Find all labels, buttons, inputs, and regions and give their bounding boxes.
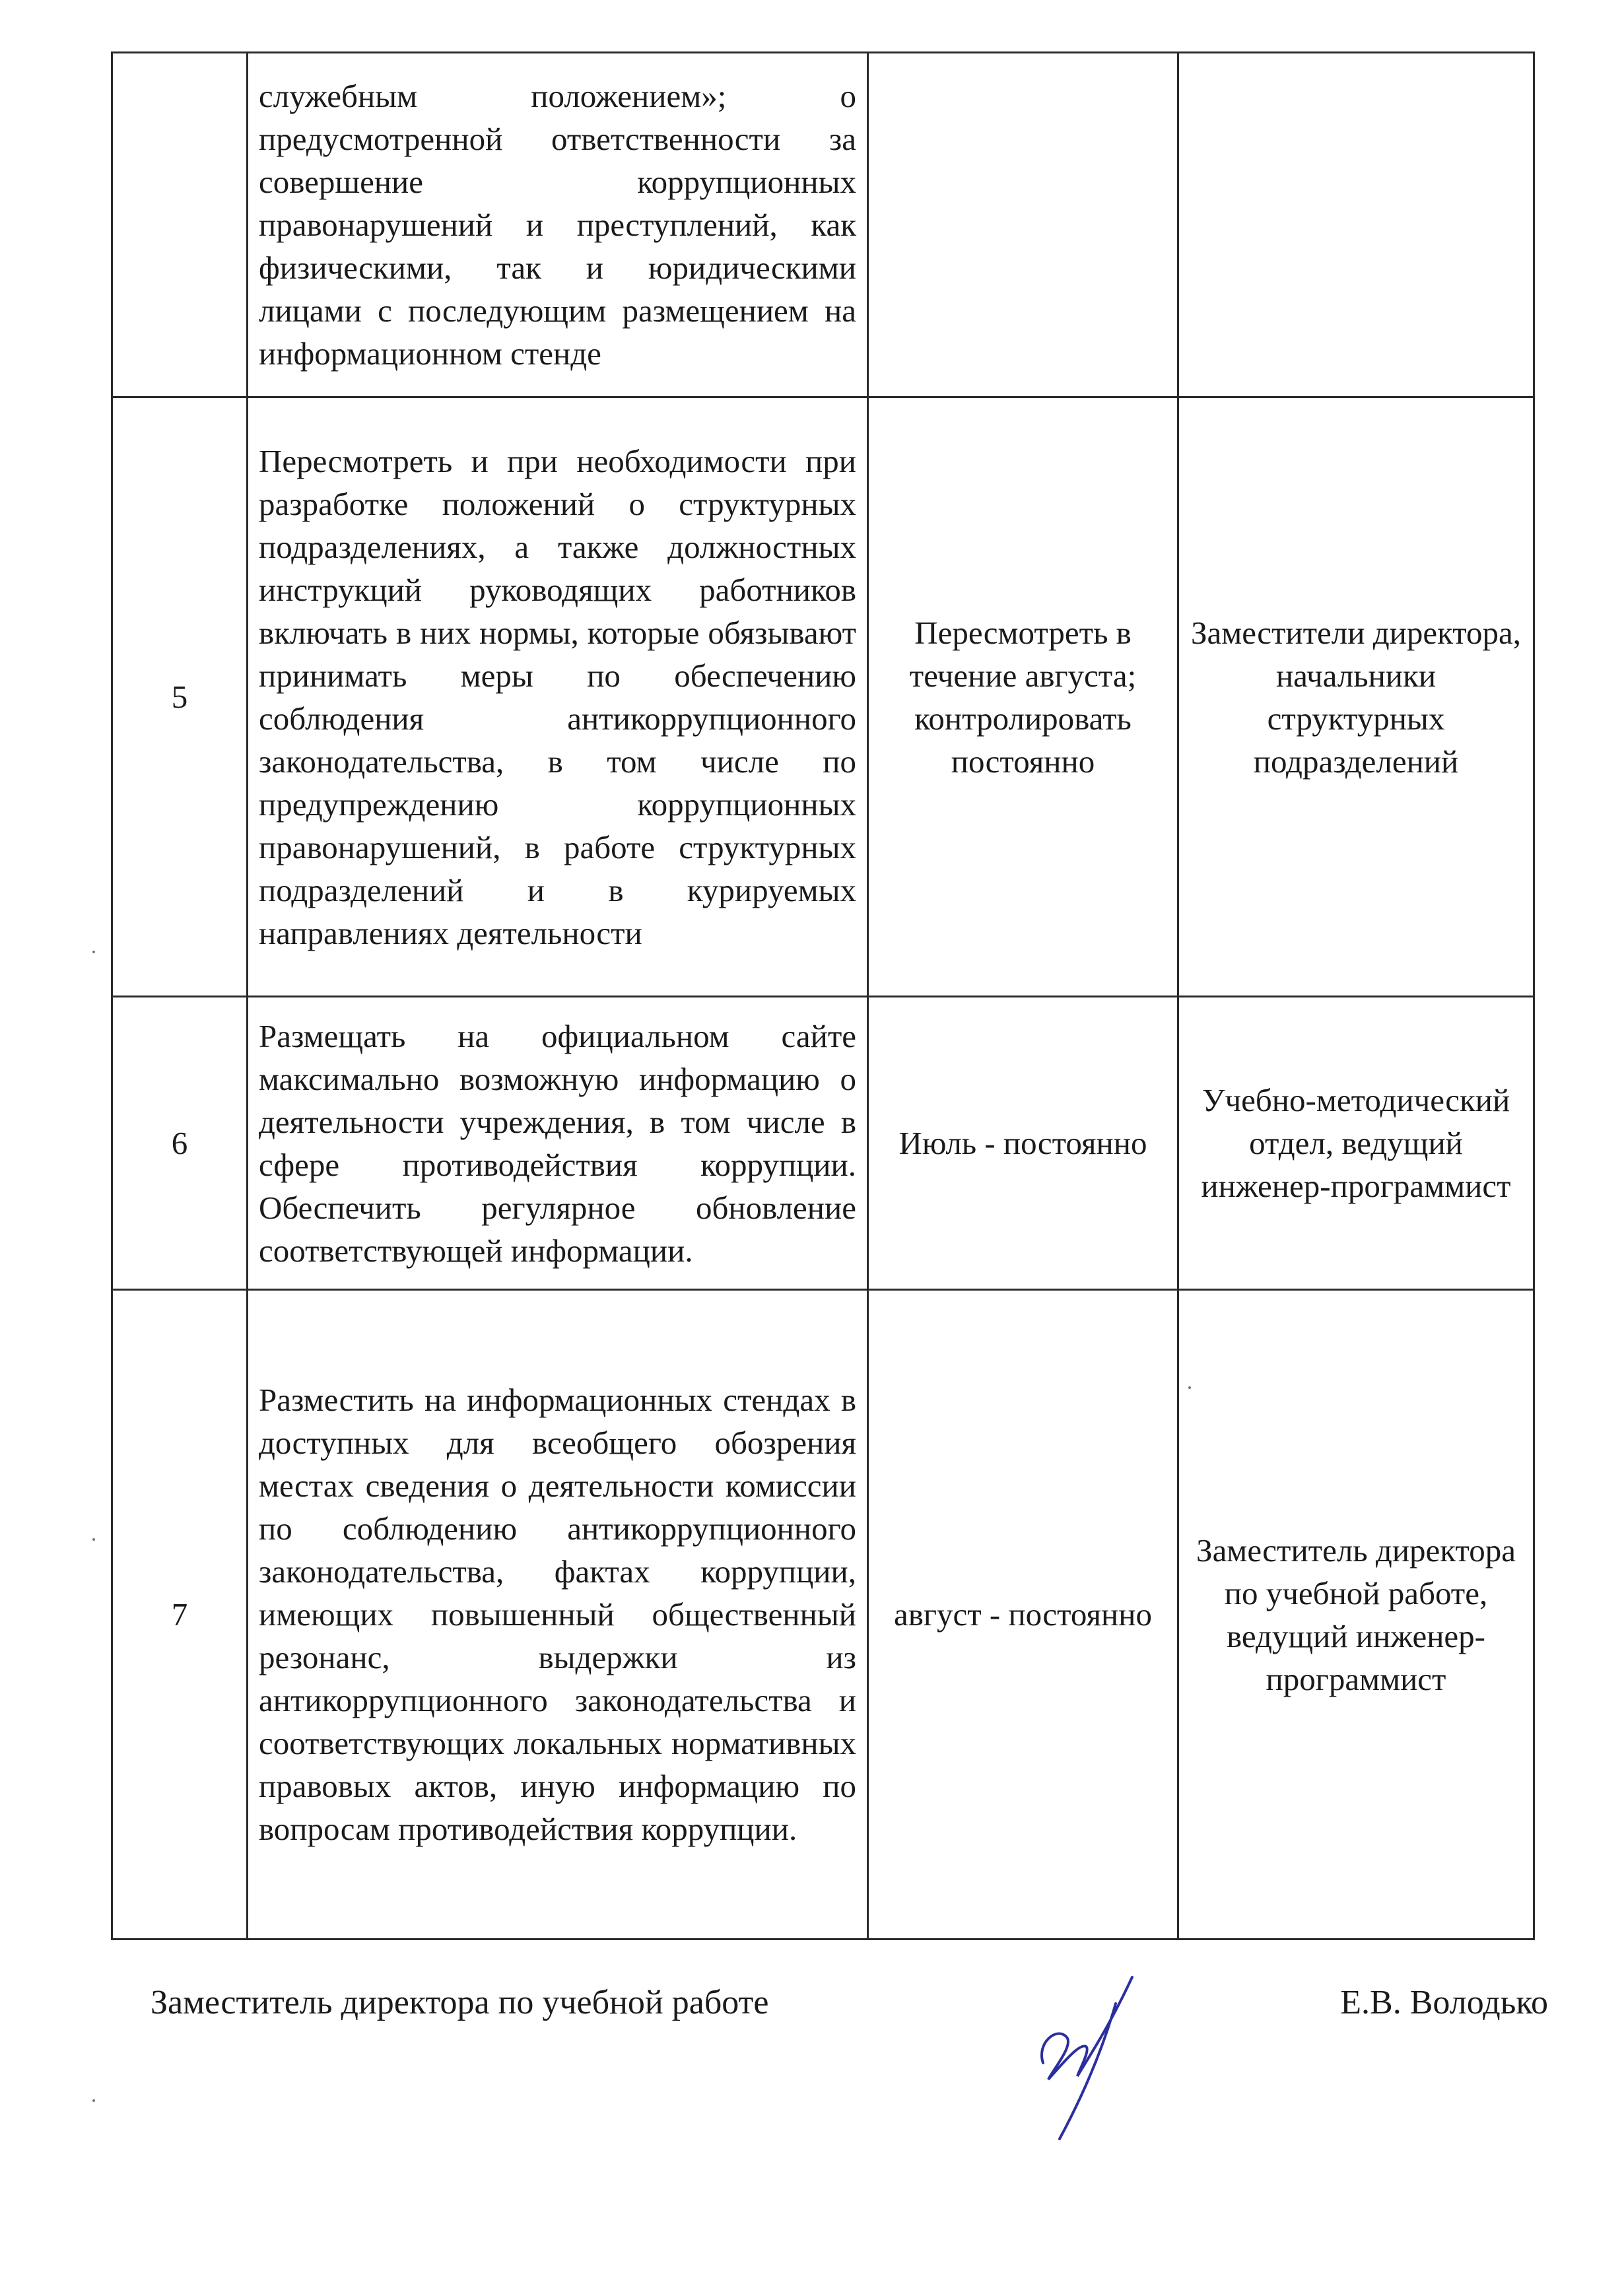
row-number: 6 xyxy=(112,997,248,1290)
responsible-text: Учебно-методический отдел, ведущий инженер-программист xyxy=(1178,997,1534,1290)
term-text xyxy=(868,53,1178,397)
action-plan-table xyxy=(111,51,1535,1940)
task-text: служебным положением»; о предусмотренной ответственности за совершение коррупционных правонарушений и преступлений, как физическими, так и юридическими лицами с последующим размещением на информационном стенде xyxy=(248,53,868,397)
scan-speck xyxy=(1188,1386,1191,1389)
task-text: Размещать на официальном сайте максимально возможную информацию о деятельности учреждения, в том числе в сфере противодействия коррупции. Обеспечить регулярное обновление соответствующей информации. xyxy=(248,997,868,1290)
scan-speck xyxy=(92,951,95,953)
row-number xyxy=(112,53,248,397)
term-text: август - постоянно xyxy=(868,1290,1178,1940)
scan-speck xyxy=(92,1538,95,1541)
scan-speck xyxy=(92,2099,95,2102)
term-text: Июль - постоянно xyxy=(868,997,1178,1290)
handwritten-signature xyxy=(1017,1964,1162,2142)
table-row xyxy=(112,53,1534,397)
responsible-text: Заместитель директора по учебной работе, ведущий инженер-программист xyxy=(1178,1290,1534,1940)
row-number: 7 xyxy=(112,1290,248,1940)
table-row xyxy=(112,997,1534,1290)
task-text: Разместить на информационных стендах в доступных для всеобщего обозрения местах сведения о деятельности комиссии по соблюдению антикоррупционного законодательства, фактах коррупции, имеющих повышенный общественный резонанс, выдержки из антикоррупционного законодательства и соответствующих локальных нормативных правовых актов, иную информацию по вопросам противодействия коррупции. xyxy=(248,1290,868,1940)
responsible-text: Заместители директора, начальники структурных подразделений xyxy=(1178,397,1534,997)
responsible-text xyxy=(1178,53,1534,397)
table-row xyxy=(112,1290,1534,1940)
signatory-position: Заместитель директора по учебной работе xyxy=(151,1984,769,2021)
row-number: 5 xyxy=(112,397,248,997)
table-row xyxy=(112,397,1534,997)
signatory-name: Е.В. Володько xyxy=(1340,1984,1548,2021)
task-text: Пересмотреть и при необходимости при разработке положений о структурных подразделениях, а также должностных инструкций руководящих работников включать в них нормы, которые обязывают принимать меры по обеспечению соблюдения антикоррупционного законодательства, в том числе по предупреждению коррупционных правонарушений, в работе структурных подразделений и в курируемых направлениях деятельности xyxy=(248,397,868,997)
term-text: Пересмотреть в течение августа; контролировать постоянно xyxy=(868,397,1178,997)
